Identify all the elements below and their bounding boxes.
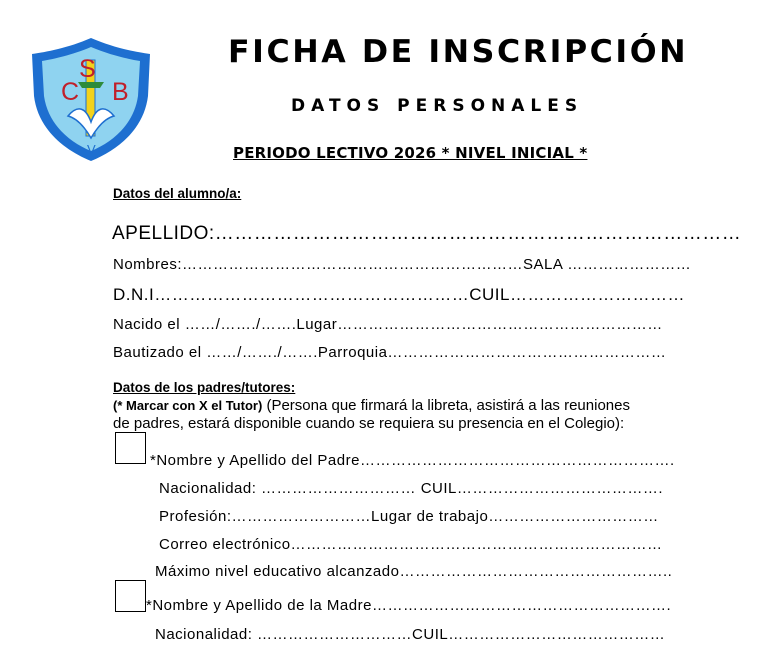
tutor-instruction-bold: (* Marcar con X el Tutor) (113, 398, 263, 413)
father-email-field[interactable]: Correo electrónico……………………………………………………………… (159, 536, 663, 553)
student-names-field[interactable]: Nombres:…………………………………………………………SALA …………………… (113, 256, 692, 273)
father-tutor-checkbox[interactable] (115, 432, 146, 464)
svg-text:C: C (61, 78, 80, 106)
student-baptism-field[interactable]: Bautizado el ……/……./…….Parroquia……………………………………………… (113, 344, 667, 361)
tutor-instruction-line2: de padres, estará disponible cuando se requiera su presencia en el Colegio): (113, 415, 625, 432)
student-birth-field[interactable]: Nacido el ……/……./…….Lugar……………………………………………………… (113, 316, 663, 333)
school-crest-logo (28, 34, 154, 164)
student-section-title: Datos del alumno/a: (113, 186, 242, 201)
mother-nationality-cuil-field[interactable]: Nacionalidad: …………………………CUIL…………………………………… (155, 626, 666, 643)
father-education-field[interactable]: Máximo nivel educativo alcanzado…………………………………………….. (155, 563, 673, 580)
form-subtitle: DATOS PERSONALES (291, 96, 584, 116)
tutor-instruction (113, 397, 630, 414)
school-period-heading: PERIODO LECTIVO 2026 * NIVEL INICIAL * (233, 144, 588, 162)
mother-tutor-checkbox[interactable] (115, 580, 146, 612)
father-name-field[interactable]: *Nombre y Apellido del Padre……………………………………………………. (150, 452, 675, 469)
father-profession-field[interactable]: Profesión:………………………Lugar de trabajo…………………………… (159, 508, 659, 525)
father-nationality-cuil-field[interactable]: Nacionalidad: ………………………… CUIL…………………………………. (159, 480, 664, 497)
student-surname-field[interactable]: APELLIDO:……………………………………………………………………… (112, 223, 742, 244)
mother-name-field[interactable]: *Nombre y Apellido de la Madre…………………………………………………. (146, 597, 672, 614)
svg-text:V: V (87, 142, 96, 157)
parents-section-title: Datos de los padres/tutores: (113, 380, 296, 395)
svg-text:B: B (112, 78, 129, 106)
form-title: FICHA DE INSCRIPCIÓN (228, 34, 689, 70)
tutor-instruction-text: (Persona que firmará la libreta, asistirá a las reuniones (262, 397, 630, 414)
student-dni-cuil-field[interactable]: D.N.I………………………………………………CUIL………………………… (113, 285, 685, 304)
svg-text:S: S (79, 55, 96, 83)
